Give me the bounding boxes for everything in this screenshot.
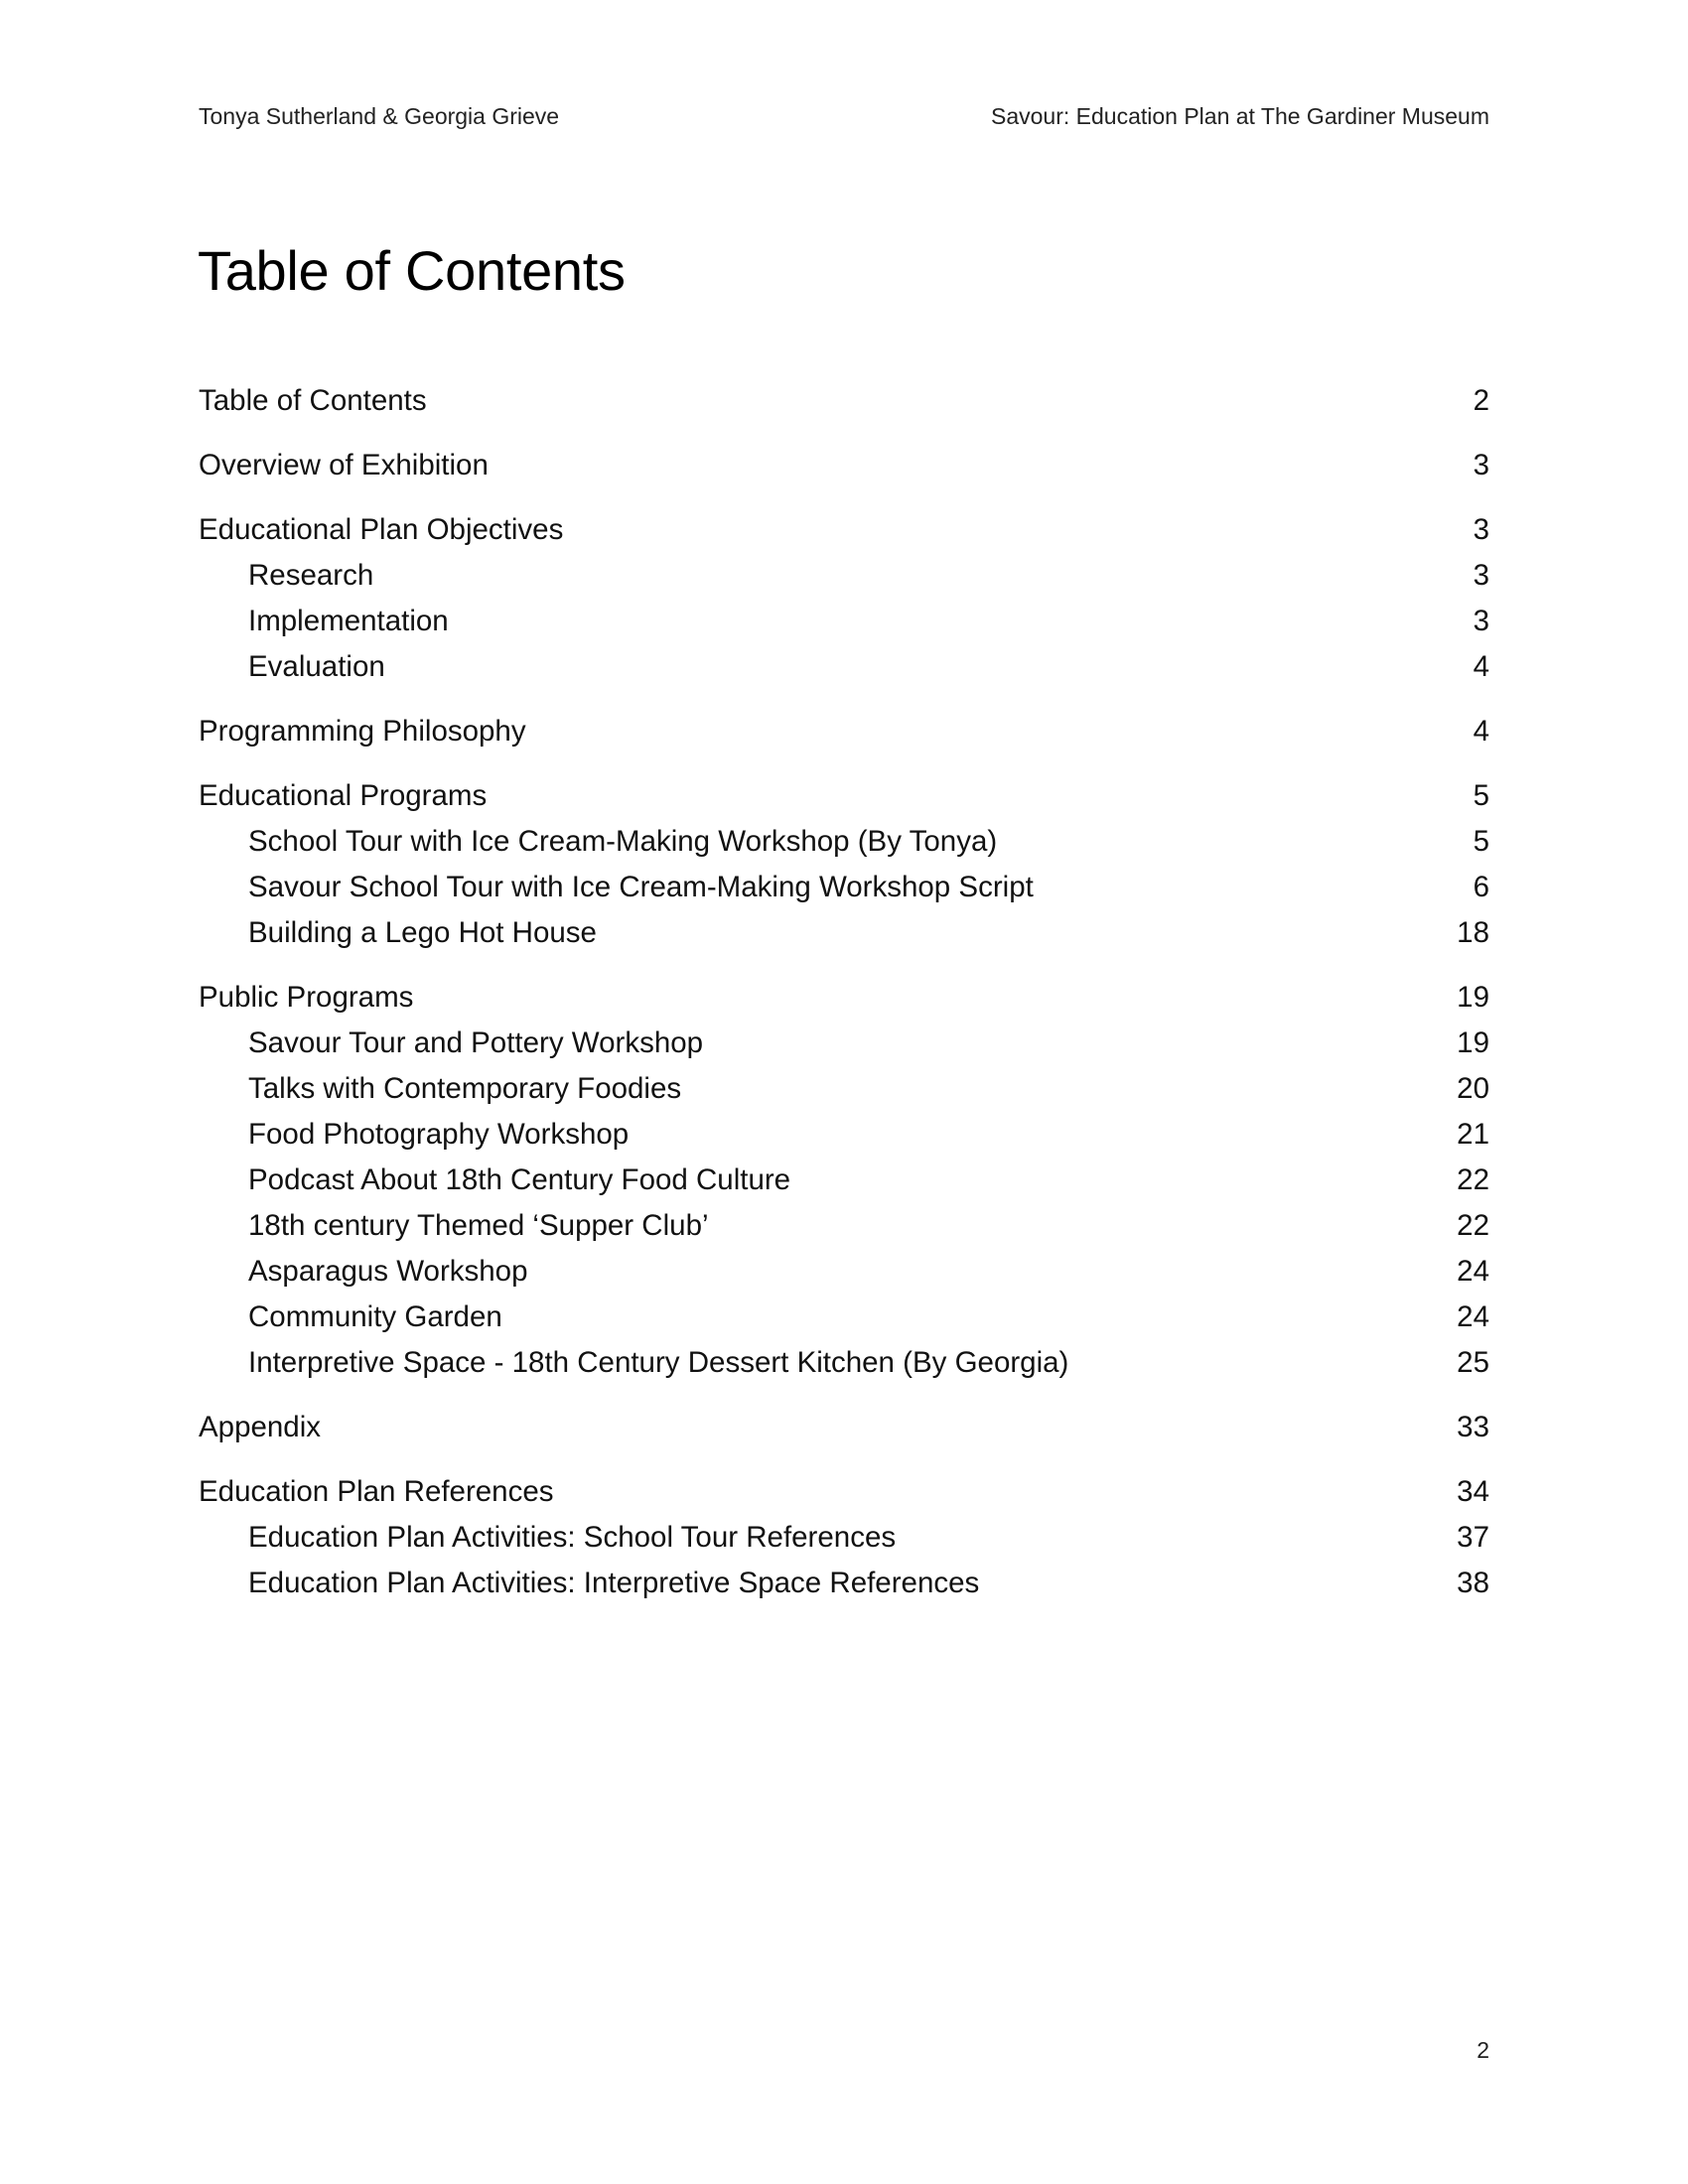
toc-subentry[interactable] [199,1021,1489,1066]
toc-subentry[interactable] [199,865,1489,910]
toc-subentry[interactable] [199,819,1489,865]
toc-subentry[interactable] [199,1340,1489,1386]
toc-subentry[interactable] [199,599,1489,644]
toc-entry-label: Building a Lego Hot House [248,916,597,949]
toc-subentry[interactable] [199,1295,1489,1340]
toc-entry-label: Talks with Contemporary Foodies [248,1072,682,1105]
toc-subentry[interactable] [199,644,1489,690]
toc-subentry[interactable] [199,1203,1489,1249]
toc-entry-label: Educational Programs [199,779,488,812]
toc-entry[interactable] [199,443,1489,488]
toc-entry-label: Appendix [199,1411,322,1443]
toc-entry[interactable] [199,975,1489,1021]
header-document-title: Savour: Education Plan at The Gardiner Museum [990,102,1489,129]
toc-entry-page: 22 [1457,1163,1489,1196]
toc-subentry[interactable] [199,910,1489,956]
toc-entry-page: 5 [1473,825,1489,858]
toc-entry-page: 38 [1457,1567,1489,1599]
toc-entry-label: Evaluation [248,650,385,683]
toc-entry[interactable] [199,1469,1489,1515]
toc-entry-label: Food Photography Workshop [248,1118,630,1151]
toc-entry-label: Overview of Exhibition [199,449,489,481]
toc-entry-page: 19 [1457,981,1489,1014]
toc-entry-page: 4 [1473,650,1489,683]
toc-subentry[interactable] [199,1561,1489,1606]
toc-entry[interactable] [199,709,1489,754]
toc-entry-label: Table of Contents [199,384,427,417]
toc-subentry[interactable] [199,1249,1489,1295]
toc-entry-page: 6 [1473,871,1489,903]
toc-entry-label: Research [248,559,374,592]
toc-entry[interactable] [199,378,1489,424]
page-title: Table of Contents [198,239,626,302]
toc-entry-label: Educational Plan Objectives [199,513,564,546]
page-number: 2 [1477,2037,1489,2063]
toc-entry[interactable] [199,1405,1489,1450]
toc-entry-page: 34 [1457,1475,1489,1508]
toc-entry-page: 19 [1457,1026,1489,1059]
toc-entry-page: 33 [1457,1411,1489,1443]
toc-entry-label: School Tour with Ice Cream-Making Workshop (By Tonya) [248,825,998,858]
toc-entry-page: 24 [1457,1300,1489,1333]
toc-entry-page: 22 [1457,1209,1489,1242]
toc-entry-page: 21 [1457,1118,1489,1151]
toc-entry-page: 3 [1473,513,1489,546]
toc-entry-label: Education Plan Activities: Interpretive Space References [248,1567,980,1599]
toc-entry-label: 18th century Themed ‘Supper Club’ [248,1209,709,1242]
toc-entry[interactable] [199,507,1489,553]
toc-entry-page: 3 [1473,605,1489,637]
toc-subentry[interactable] [199,1066,1489,1112]
table-of-contents [199,378,1489,1606]
toc-entry-label: Education Plan References [199,1475,554,1508]
toc-entry-label: Implementation [248,605,449,637]
toc-entry-page: 2 [1473,384,1489,417]
toc-entry-label: Public Programs [199,981,414,1014]
toc-entry[interactable] [199,773,1489,819]
toc-subentry[interactable] [199,553,1489,599]
toc-entry-page: 20 [1457,1072,1489,1105]
toc-entry-page: 3 [1473,559,1489,592]
toc-entry-label: Asparagus Workshop [248,1255,528,1288]
toc-entry-page: 37 [1457,1521,1489,1554]
toc-entry-label: Podcast About 18th Century Food Culture [248,1163,791,1196]
toc-entry-page: 3 [1473,449,1489,481]
toc-entry-page: 4 [1473,715,1489,748]
toc-entry-label: Interpretive Space - 18th Century Dessert Kitchen (By Georgia) [248,1346,1069,1379]
toc-entry-label: Programming Philosophy [199,715,526,748]
toc-entry-page: 25 [1457,1346,1489,1379]
toc-entry-label: Education Plan Activities: School Tour References [248,1521,897,1554]
toc-entry-page: 5 [1473,779,1489,812]
running-header [199,101,1489,131]
toc-entry-label: Savour School Tour with Ice Cream-Making Workshop Script [248,871,1034,903]
header-authors: Tonya Sutherland & Georgia Grieve [199,102,560,129]
toc-entry-page: 24 [1457,1255,1489,1288]
toc-entry-label: Community Garden [248,1300,502,1333]
toc-entry-page: 18 [1457,916,1489,949]
toc-subentry[interactable] [199,1158,1489,1203]
toc-entry-label: Savour Tour and Pottery Workshop [248,1026,704,1059]
toc-subentry[interactable] [199,1112,1489,1158]
toc-subentry[interactable] [199,1515,1489,1561]
